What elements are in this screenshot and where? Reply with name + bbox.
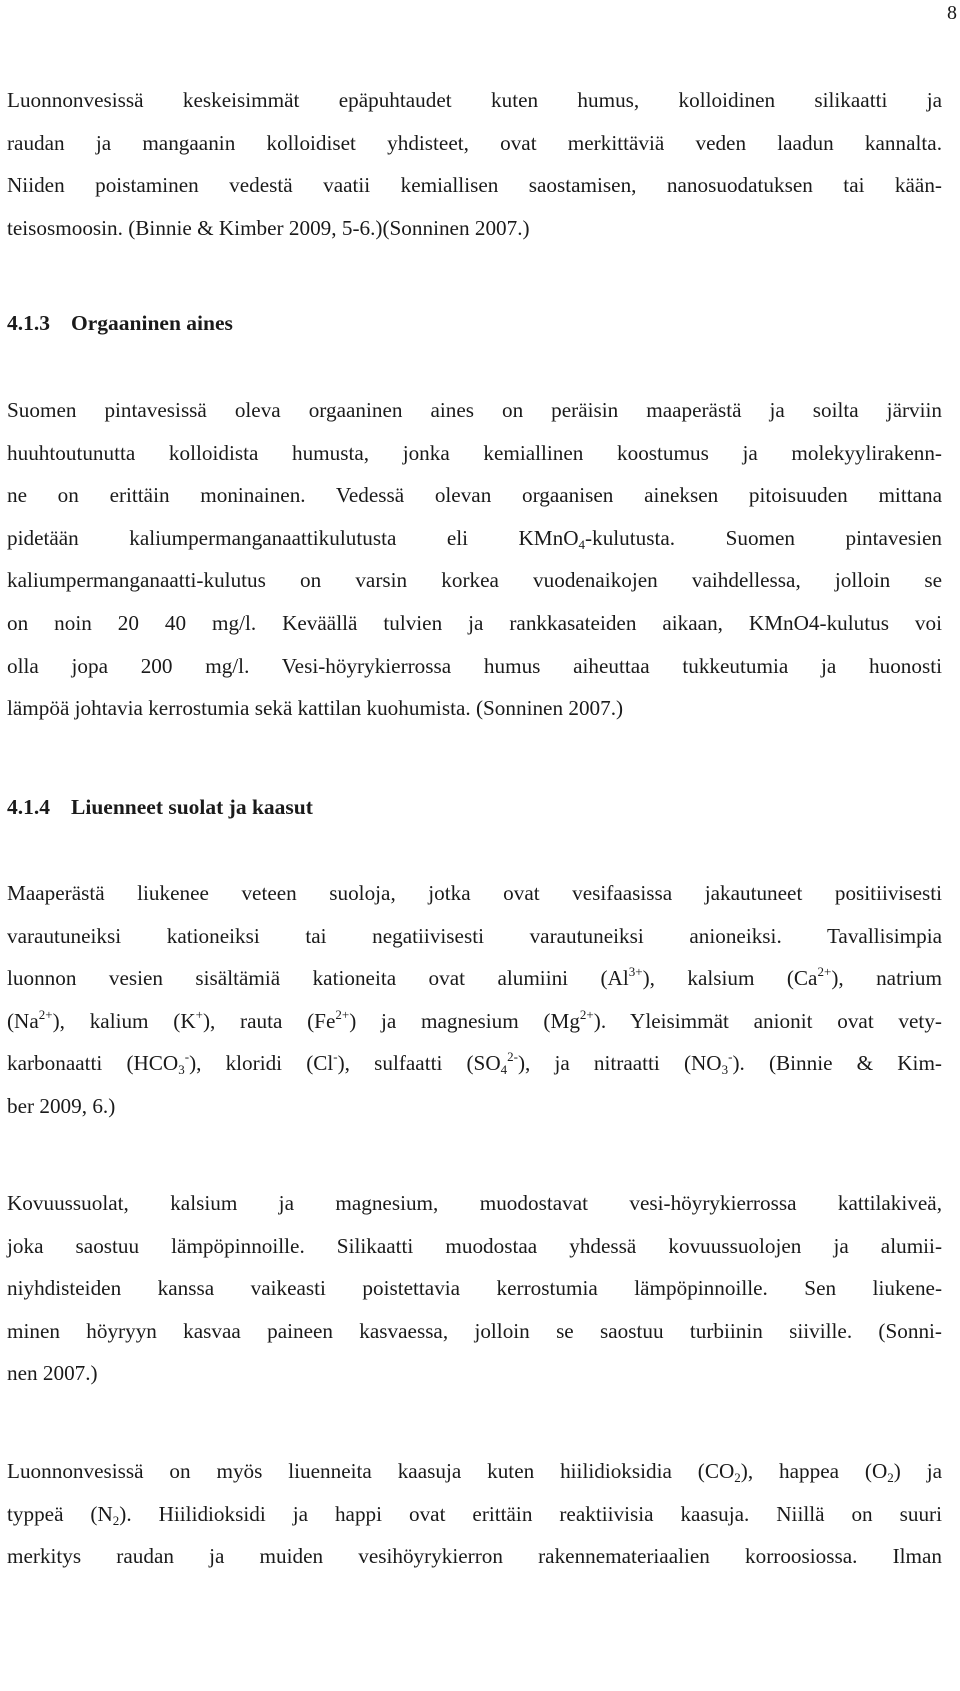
text-line: Maaperästä liukenee veteen suoloja, jotka ovat vesifaasissa jakautuneet positiivisesti (7, 881, 942, 905)
text-line: merkitys raudan ja muiden vesihöyrykierron rakennemateriaalien korroosiossa. Ilman (7, 1544, 942, 1569)
text-line: pidetään kaliumpermanganaattikulutusta eli KMnO$_4$-kulutusta. Suomen pintavesien (7, 525, 942, 552)
subscript: 4 (578, 536, 586, 552)
text-line: olla jopa 200 mg/l. Vesi-höyrykierrossa humus aiheuttaa tukkeutumia ja huonosti (7, 653, 942, 678)
paragraph-organic-matter (7, 389, 942, 730)
text-line: ne on erittäin moninainen. Vedessä olevan orgaanisen aineksen pitoisuuden mittana (7, 483, 942, 508)
text-line: Luonnonvesissä keskeisimmät epäpuhtaudet kuten humus, kolloidinen silikaatti ja (7, 88, 942, 112)
text-line: niyhdisteiden kanssa vaikeasti poistettavia kerrostumia lämpöpinnoille. Sen liukene- (7, 1276, 942, 1301)
text-line: Luonnonvesissä on myös liuenneita kaasuja kuten hiilidioksidia $(CO_2)$, happea $(O_2)$ ja (7, 1459, 942, 1485)
text-line: on noin 20 40 mg/l. Keväällä tulvien ja rankkasateiden aikaan, KMnO4-kulutus voi (7, 610, 942, 635)
text-line: typpeä $(N_2)$. Hiilidioksidi ja happi ovat erittäin reaktiivisia kaasuja. Niillä on suuri (7, 1501, 942, 1528)
text-line: raudan ja mangaanin kolloidiset yhdisteet, ovat merkittäviä veden laadun kannalta. (7, 130, 942, 155)
text-line: teisosmoosin. (Binnie & Kimber 2009, 5-6.)(Sonninen 2007.) (7, 215, 530, 240)
text-line: varautuneiksi kationeiksi tai negatiivisesti varautuneiksi anioneiksi. Tavallisimpia (7, 923, 942, 948)
section-number: 4.1.3 (7, 311, 50, 335)
text-line: nen 2007.) (7, 1361, 98, 1386)
text-line: ber 2009, 6.) (7, 1093, 116, 1118)
page-number: 8 (947, 2, 957, 24)
text-line: karbonaatti $(HCO_3^-)$, kloridi (Cl-), sulfaatti $(SO_4^{2-})$, ja nitraatti $(NO_3^-)$. (Binnie & Kim- (7, 1049, 942, 1078)
text-line: Niiden poistaminen vedestä vaatii kemiallisen saostamisen, nanosuodatuksen tai kään- (7, 173, 942, 198)
section-number: 4.1.4 (7, 795, 50, 819)
text-line: joka saostuu lämpöpinnoille. Silikaatti muodostaa yhdessä kovuussuolojen ja alumii- (7, 1233, 942, 1258)
text-line: lämpöä johtavia kerrostumia sekä kattilan kuohumista. (Sonninen 2007.) (7, 696, 624, 721)
section-title: Liuenneet suolat ja kaasut (71, 795, 313, 819)
text-line: Kovuussuolat, kalsium ja magnesium, muodostavat vesi-höyrykierrossa kattilakiveä, (7, 1191, 942, 1215)
text-line: huuhtoutunutta kolloidista humusta, jonka kemiallinen koostumus ja molekyylirakenn- (7, 440, 942, 465)
text-line: minen höyryyn kasvaa paineen kasvaessa, jolloin se saostuu turbiinin siiville. (Sonni- (7, 1318, 942, 1343)
text-line: luonnon vesien sisältämiä kationeita ovat alumiini $(Al^{3+})$, kalsium $(Ca^{2+})$, natrium (7, 964, 942, 991)
text-line: Suomen pintavesissä oleva orgaaninen aines on peräisin maaperästä ja soilta järviin (7, 398, 942, 422)
paragraph-dissolved-salts (7, 872, 942, 1128)
section-title: Orgaaninen aines (71, 311, 233, 335)
paragraph-impurities (7, 79, 942, 249)
text-line: $(Na^{2+})$, kalium (K+), rauta $(Fe^{2+})$ ja magnesium $(Mg^{2+})$. Yleisimmät anionit ovat vety- (7, 1006, 942, 1033)
section-heading-organic-matter (7, 308, 233, 338)
paragraph-dissolved-gases (7, 1450, 942, 1578)
section-heading-dissolved-salts (7, 792, 313, 822)
paragraph-hardness-salts (7, 1182, 942, 1395)
text-line: kaliumpermanganaatti-kulutus on varsin korkea vuodenaikojen vaihdellessa, jolloin se (7, 568, 942, 593)
